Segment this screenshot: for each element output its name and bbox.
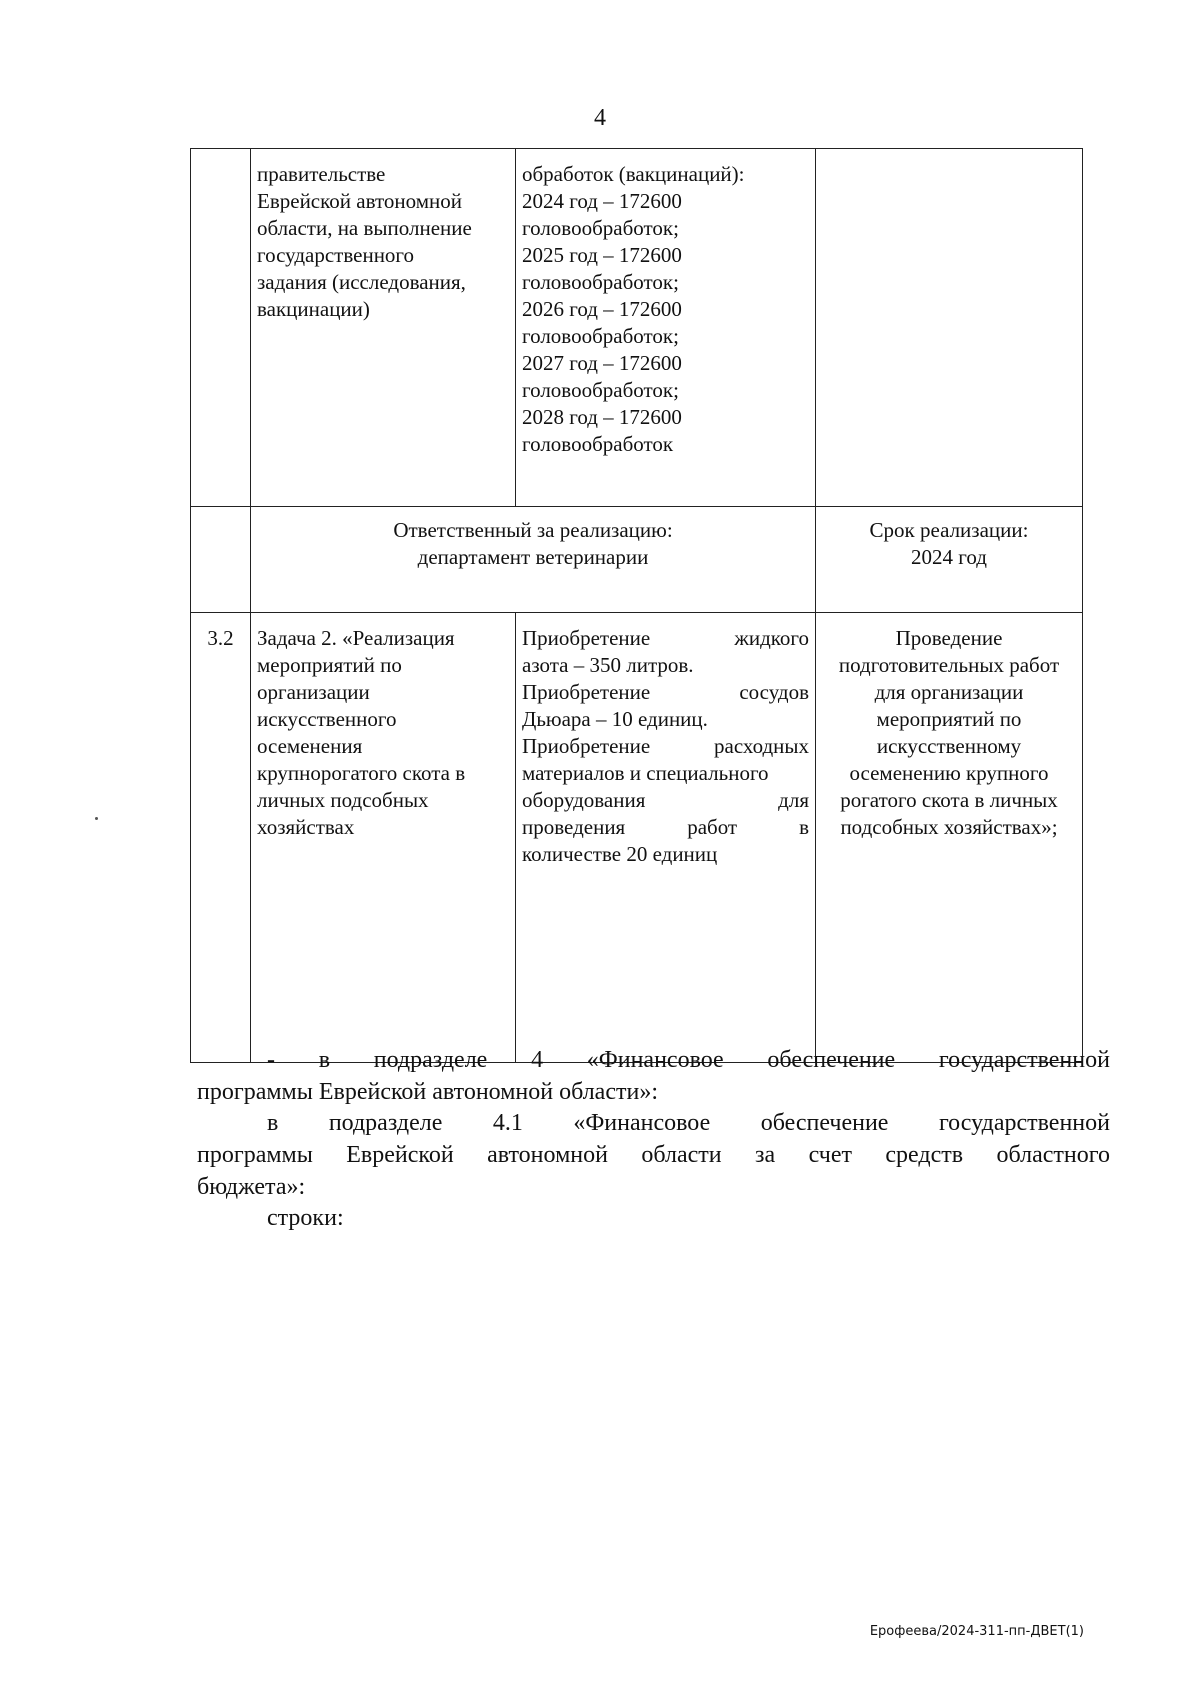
term-cell: Срок реализации: 2024 год	[816, 507, 1083, 613]
row3-number-cell: 3.2	[191, 613, 251, 1063]
scan-speck	[95, 817, 98, 820]
document-footer-code: Ерофеева/2024-311-пп-ДВЕТ(1)	[869, 1624, 1084, 1639]
paragraph-subsection-4-1: в подразделе 4.1 «Финансовое обеспечение государственной программы Еврейской автономной области за счет средств областного бюджета»:	[197, 1110, 1110, 1200]
row3-goal-cell: Проведение подготовительных работ для организации мероприятий по искусственному осеменению крупного рогатого скота в личных подсобных хозяйствах»;	[816, 613, 1083, 1063]
row1-goal-cell	[816, 149, 1083, 507]
row3-task-cell: Задача 2. «Реализация мероприятий по организации искусственного осеменения крупнорогатого скота в личных подсобных хозяйствах	[251, 613, 516, 1063]
row2-number-cell	[191, 507, 251, 613]
row1-number-cell	[191, 149, 251, 507]
row1-result-cell: обработок (вакцинаций): 2024 год – 172600 головообработок; 2025 год – 172600 головообработок; 2026 год – 172600 головообработок; 2027 год – 172600 головообработок; 2028 год – 172600 головообработок	[516, 149, 816, 507]
measures-table	[190, 148, 1083, 1063]
row1-executor-cell: правительстве Еврейской автономной области, на выполнение государственного задания (исследования, вакцинации)	[251, 149, 516, 507]
page-number: 4	[594, 105, 606, 131]
table-row	[191, 613, 1083, 1063]
responsible-cell: Ответственный за реализацию: департамент ветеринарии	[251, 507, 816, 613]
row3-result-cell: Приобретение жидкого азота – 350 литров. Приобретение сосудов Дьюара – 10 единиц. Приобретение расходных материалов и специального оборудования для проведения работ в количестве 20 единиц	[516, 613, 816, 1063]
table-row	[191, 149, 1083, 507]
paragraph-rows: строки:	[267, 1205, 344, 1231]
paragraph-subsection-4: - в подразделе 4 «Финансовое обеспечение государственной программы Еврейской автономной области»:	[197, 1047, 1110, 1105]
table-row	[191, 507, 1083, 613]
